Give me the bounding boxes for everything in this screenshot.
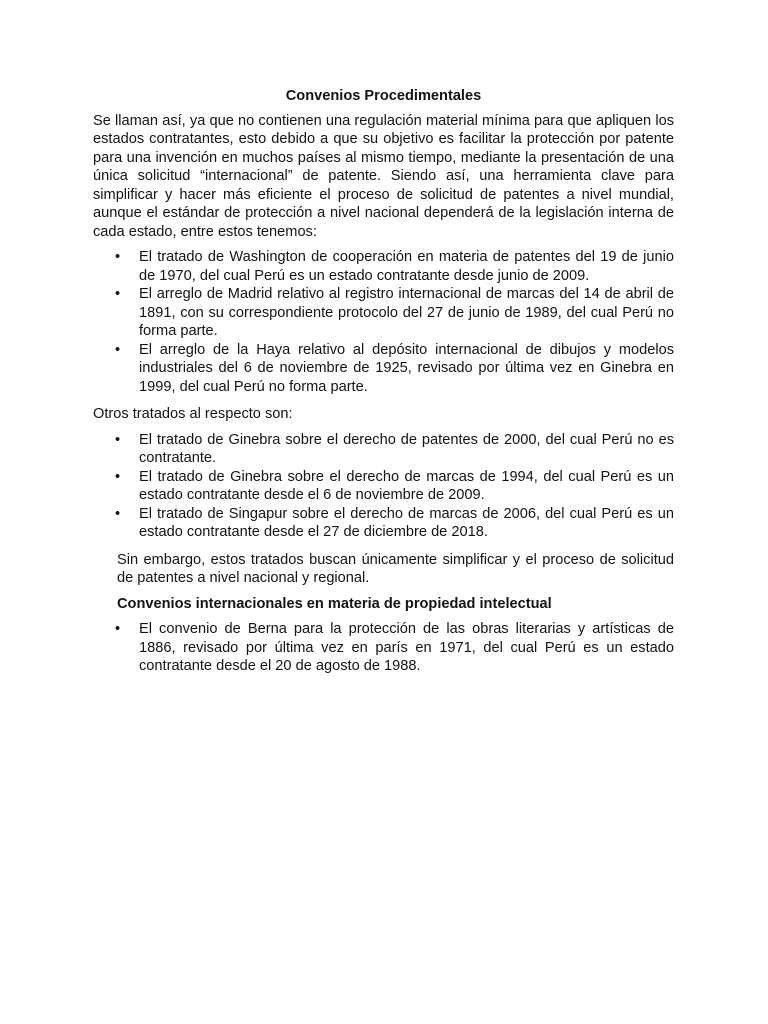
document-title: Convenios Procedimentales — [285, 88, 482, 104]
other-treaties-intro: Otros tratados al respecto son: — [93, 406, 293, 422]
conclusion-paragraph: Sin embargo, estos tratados buscan únicamente simplificar y el proceso de solicitud de patentes a nivel nacional y regional. — [117, 551, 674, 586]
section-subheading: Convenios internacionales en materia de propiedad intelectual — [117, 595, 552, 612]
list-item: • El tratado de Washington de cooperación en materia de patentes del 19 de junio de 1970, del cual Perú es un estado contratante desde junio de 2009. — [139, 248, 674, 285]
other-treaties-list — [93, 431, 674, 542]
document-page — [93, 87, 674, 685]
list-item: • El tratado de Ginebra sobre el derecho de marcas de 1994, del cual Perú es un estado contratante desde el 6 de noviembre de 2009. — [139, 468, 674, 505]
list-item: • El tratado de Ginebra sobre el derecho de patentes de 2000, del cual Perú no es contratante. — [139, 431, 674, 468]
list-item: • El tratado de Singapur sobre el derecho de marcas de 2006, del cual Perú es un estado contratante desde el 27 de diciembre de 2018. — [139, 505, 674, 542]
list-item: • El convenio de Berna para la protección de las obras literarias y artísticas de 1886, revisado por última vez en parís en 1971, del cual Perú es un estado contratante desde el 20 de agosto de 1988. — [139, 620, 674, 676]
intro-paragraph: Se llaman así, ya que no contienen una regulación material mínima para que apliquen los estados contratantes, esto debido a que su objetivo es facilitar la protección por patente para una invención en muchos países al mismo tiempo, mediante la presentación de una única solicitud “internacional” de patente. Siendo así, una herramienta clave para simplificar y hacer más eficiente el proceso de solicitud de patentes a nivel mundial, aunque el estándar de protección a nivel nacional dependerá de la legislación interna de cada estado, entre estos tenemos: — [93, 112, 674, 240]
list-item: • El arreglo de Madrid relativo al registro internacional de marcas del 14 de abril de 1891, con su correspondiente protocolo del 27 de junio de 1989, del cual Perú no forma parte. — [139, 285, 674, 341]
ip-conventions-list — [93, 620, 674, 676]
procedural-treaties-list — [93, 248, 674, 396]
list-item: • El arreglo de la Haya relativo al depósito internacional de dibujos y modelos industriales del 6 de noviembre de 1925, revisado por última vez en Ginebra en 1999, del cual Perú no forma parte. — [139, 341, 674, 397]
